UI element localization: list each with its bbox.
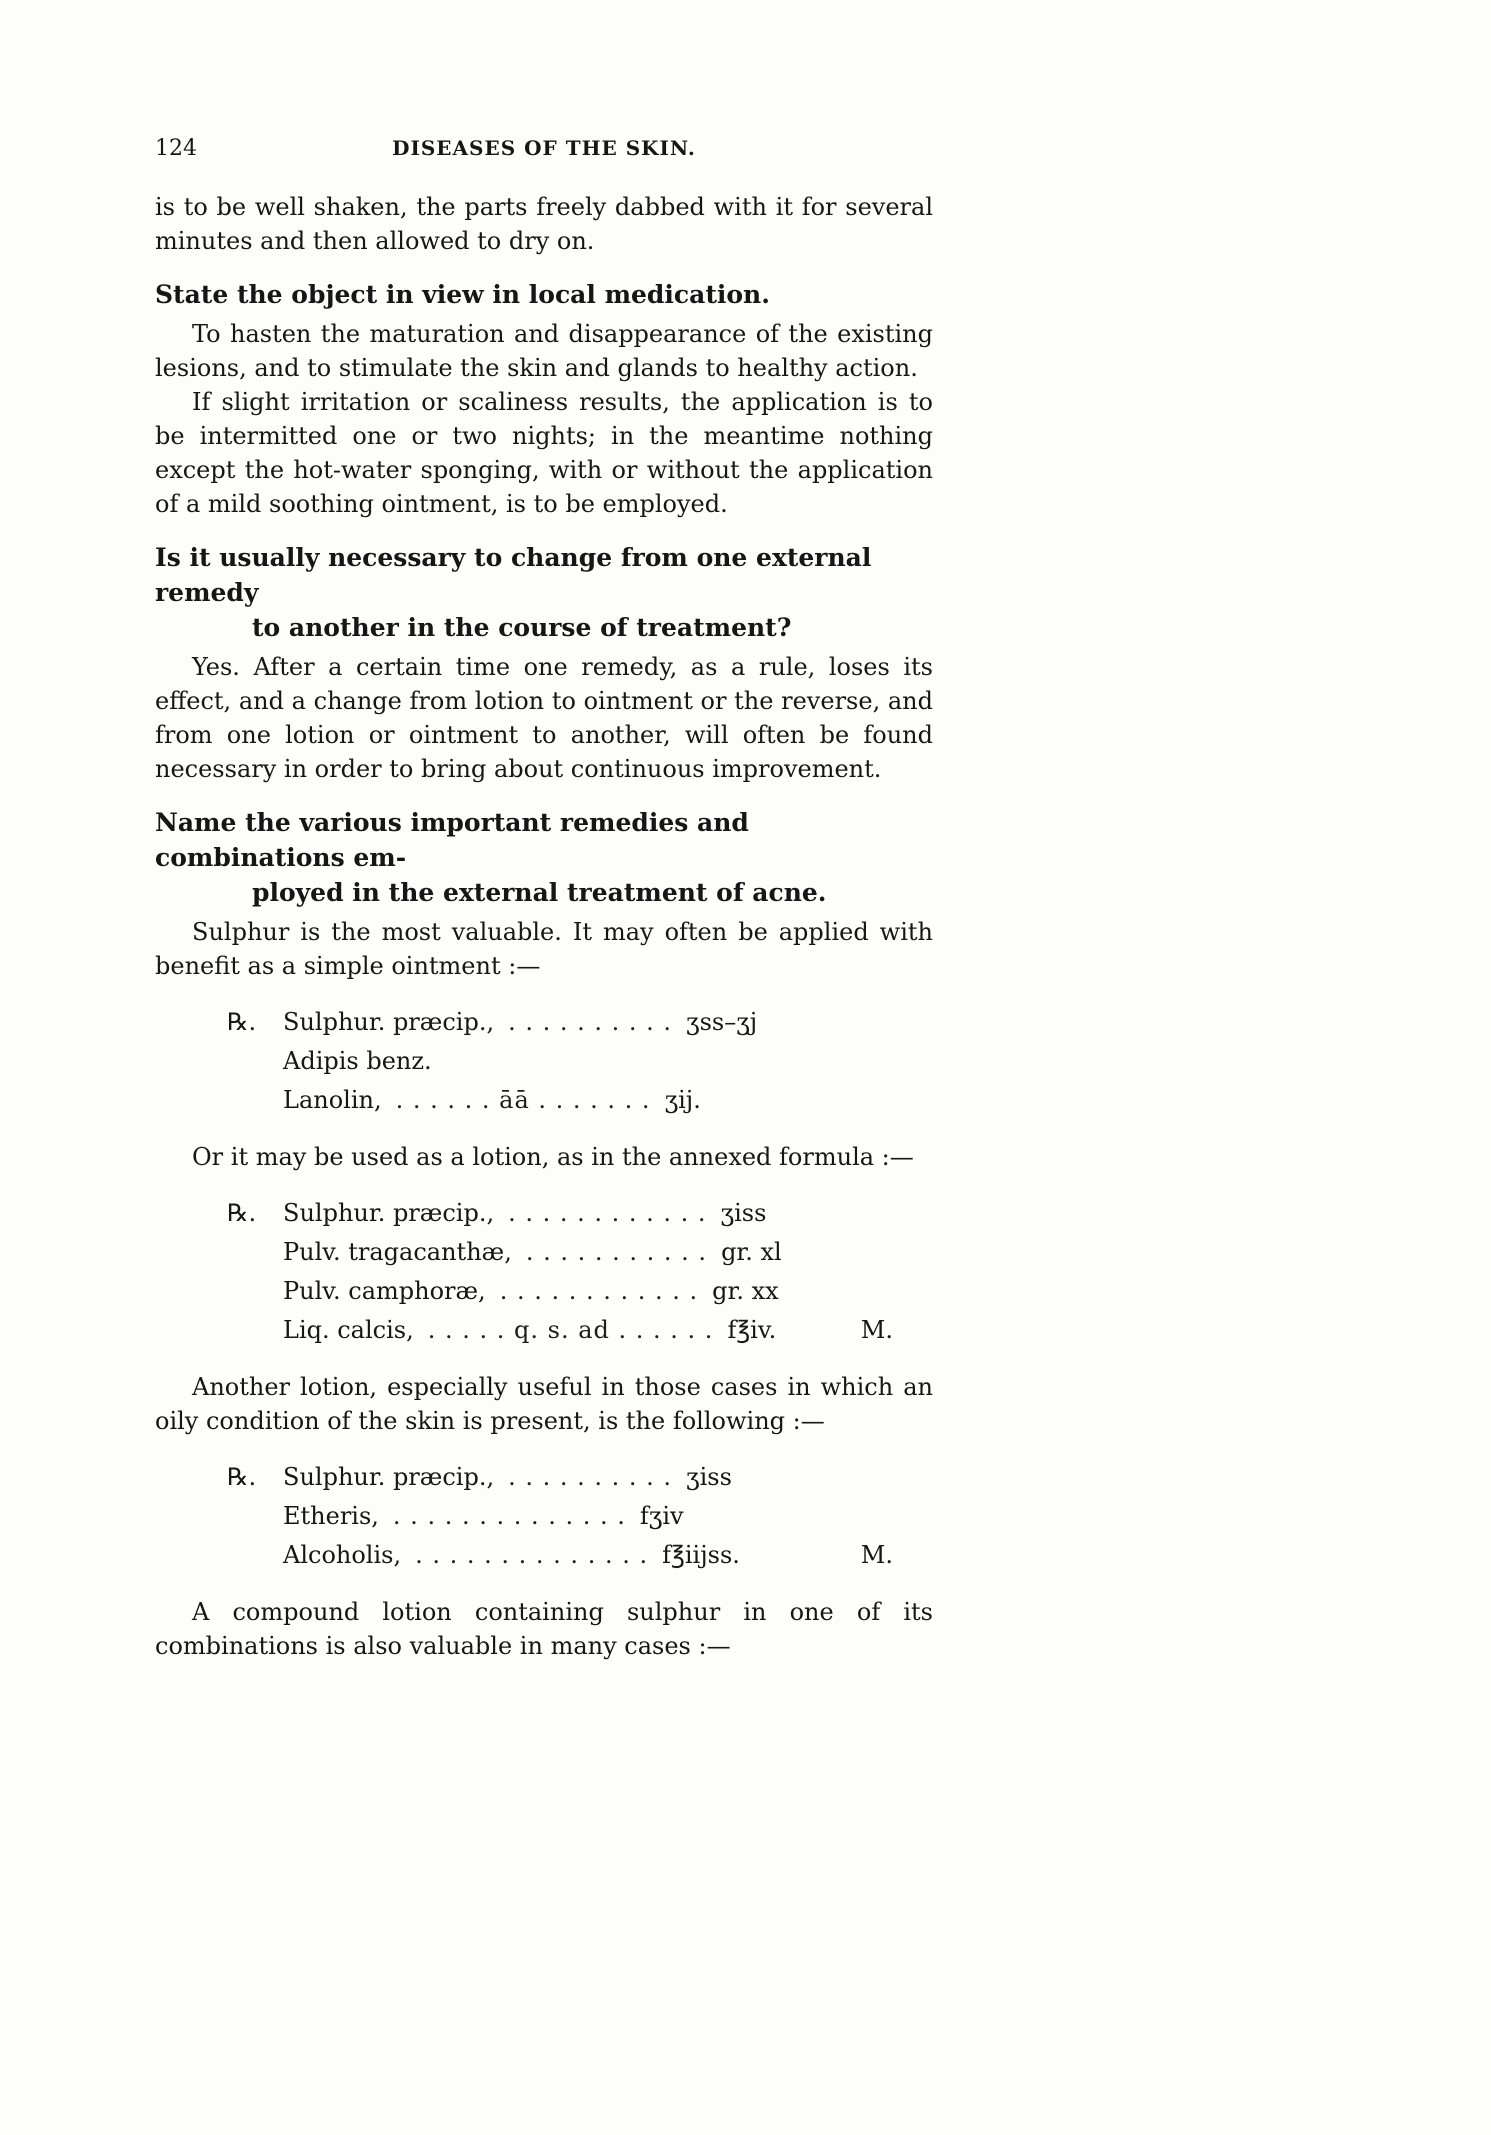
recipe-drug-name: Etheris, <box>283 1502 379 1530</box>
rx-symbol: ℞. <box>227 1463 257 1491</box>
recipe-line <box>227 1042 933 1081</box>
recipe-quantity: fʒiv <box>639 1502 684 1530</box>
heading-local-medication <box>155 277 933 312</box>
heading-change-remedy <box>155 540 933 645</box>
recipe-quantity: f℥iijss. <box>662 1541 740 1569</box>
recipe-dot-leader: . . . . . . . . . . . . . . <box>415 1541 649 1569</box>
recipe-dot-leader: . . . . . q. s. ad . . . . . . <box>427 1316 714 1344</box>
rx-symbol: ℞. <box>227 1199 257 1227</box>
recipe-drug-name: Pulv. tragacanthæ, <box>283 1238 512 1266</box>
recipe-drug-name: Alcoholis, <box>283 1541 402 1569</box>
recipe-dot-leader: . . . . . . āā . . . . . . . <box>395 1086 651 1114</box>
paragraph: Another lotion, especially useful in those cases in which an oily condition of the skin is present, is the following :— <box>155 1373 933 1435</box>
recipe-drug-name: Sulphur. præcip., <box>283 1199 495 1227</box>
recipe-mix-note: M. <box>860 1316 893 1344</box>
recipe-quantity: ʒij. <box>664 1086 701 1114</box>
heading-line: to another in the course of treatment? <box>252 613 792 642</box>
recipe-mix-note: M. <box>860 1541 893 1569</box>
paragraph: To hasten the maturation and disappearance of the existing lesions, and to stimulate the skin and glands to healthy action. <box>155 320 933 382</box>
rx-symbol: ℞. <box>227 1008 257 1036</box>
heading-line: Is it usually necessary to change from one external remedy <box>155 543 872 607</box>
recipe-drug-name: Lanolin, <box>283 1086 382 1114</box>
recipe-dot-leader: . . . . . . . . . . . . <box>508 1199 707 1227</box>
recipe-drug-name: Pulv. camphoræ, <box>283 1277 486 1305</box>
paragraph: If slight irritation or scaliness results, the application is to be intermitted one or two nights; in the meantime nothing except the hot-water sponging, with or without the application of a mild soothing ointment, is to be employed. <box>155 388 933 518</box>
heading-line: State the object in view in local medication. <box>155 280 770 309</box>
heading-remedies-acne <box>155 805 933 910</box>
paragraph-continuation: is to be well shaken, the parts freely dabbed with it for several minutes and then allowed to dry on. <box>155 193 933 255</box>
recipe-quantity: f℥iv. <box>727 1316 777 1344</box>
recipe-drug-name: Sulphur. præcip., <box>283 1008 495 1036</box>
recipe-block-oily-skin-lotion <box>227 1458 933 1575</box>
heading-line: Name the various important remedies and combinations em- <box>155 808 749 872</box>
recipe-dot-leader: . . . . . . . . . . . . <box>499 1277 699 1305</box>
recipe-line <box>227 1233 933 1272</box>
paragraph: Yes. After a certain time one remedy, as a rule, loses its effect, and a change from lotion to ointment or the reverse, and from one lotion or ointment to another, will often be found necessary in order to bring about continuous improvement. <box>155 653 933 783</box>
recipe-drug-name: Adipis benz. <box>283 1047 432 1075</box>
recipe-dot-leader: . . . . . . . . . . <box>508 1008 673 1036</box>
paragraph: A compound lotion containing sulphur in one of its combinations is also valuable in many cases :— <box>155 1598 933 1660</box>
running-title: DISEASES OF THE SKIN. <box>392 136 696 160</box>
text-column <box>155 136 933 1663</box>
recipe-line <box>227 1003 933 1042</box>
recipe-line <box>227 1458 933 1497</box>
recipe-line <box>227 1497 933 1536</box>
recipe-quantity: ʒiss <box>720 1199 767 1227</box>
recipe-quantity: ʒss–ʒj <box>686 1008 758 1036</box>
recipe-block-ointment <box>227 1003 933 1120</box>
recipe-line <box>227 1311 933 1350</box>
recipe-line <box>227 1272 933 1311</box>
page-number: 124 <box>155 136 197 161</box>
paragraph: Sulphur is the most valuable. It may often be applied with benefit as a simple ointment :— <box>155 918 933 980</box>
recipe-line <box>227 1194 933 1233</box>
heading-line: ployed in the external treatment of acne. <box>252 878 827 907</box>
recipe-quantity: gr. xx <box>712 1277 779 1305</box>
recipe-dot-leader: . . . . . . . . . . <box>508 1463 673 1491</box>
recipe-line <box>227 1081 933 1120</box>
running-header <box>155 136 933 166</box>
recipe-quantity: gr. xl <box>721 1238 782 1266</box>
recipe-drug-name: Sulphur. præcip., <box>283 1463 495 1491</box>
recipe-block-lotion <box>227 1194 933 1350</box>
recipe-quantity: ʒiss <box>686 1463 732 1491</box>
recipe-dot-leader: . . . . . . . . . . . . . . <box>392 1502 626 1530</box>
recipe-dot-leader: . . . . . . . . . . . <box>525 1238 708 1266</box>
paragraph: Or it may be used as a lotion, as in the annexed formula :— <box>192 1143 914 1171</box>
recipe-drug-name: Liq. calcis, <box>283 1316 414 1344</box>
recipe-line <box>227 1536 933 1575</box>
